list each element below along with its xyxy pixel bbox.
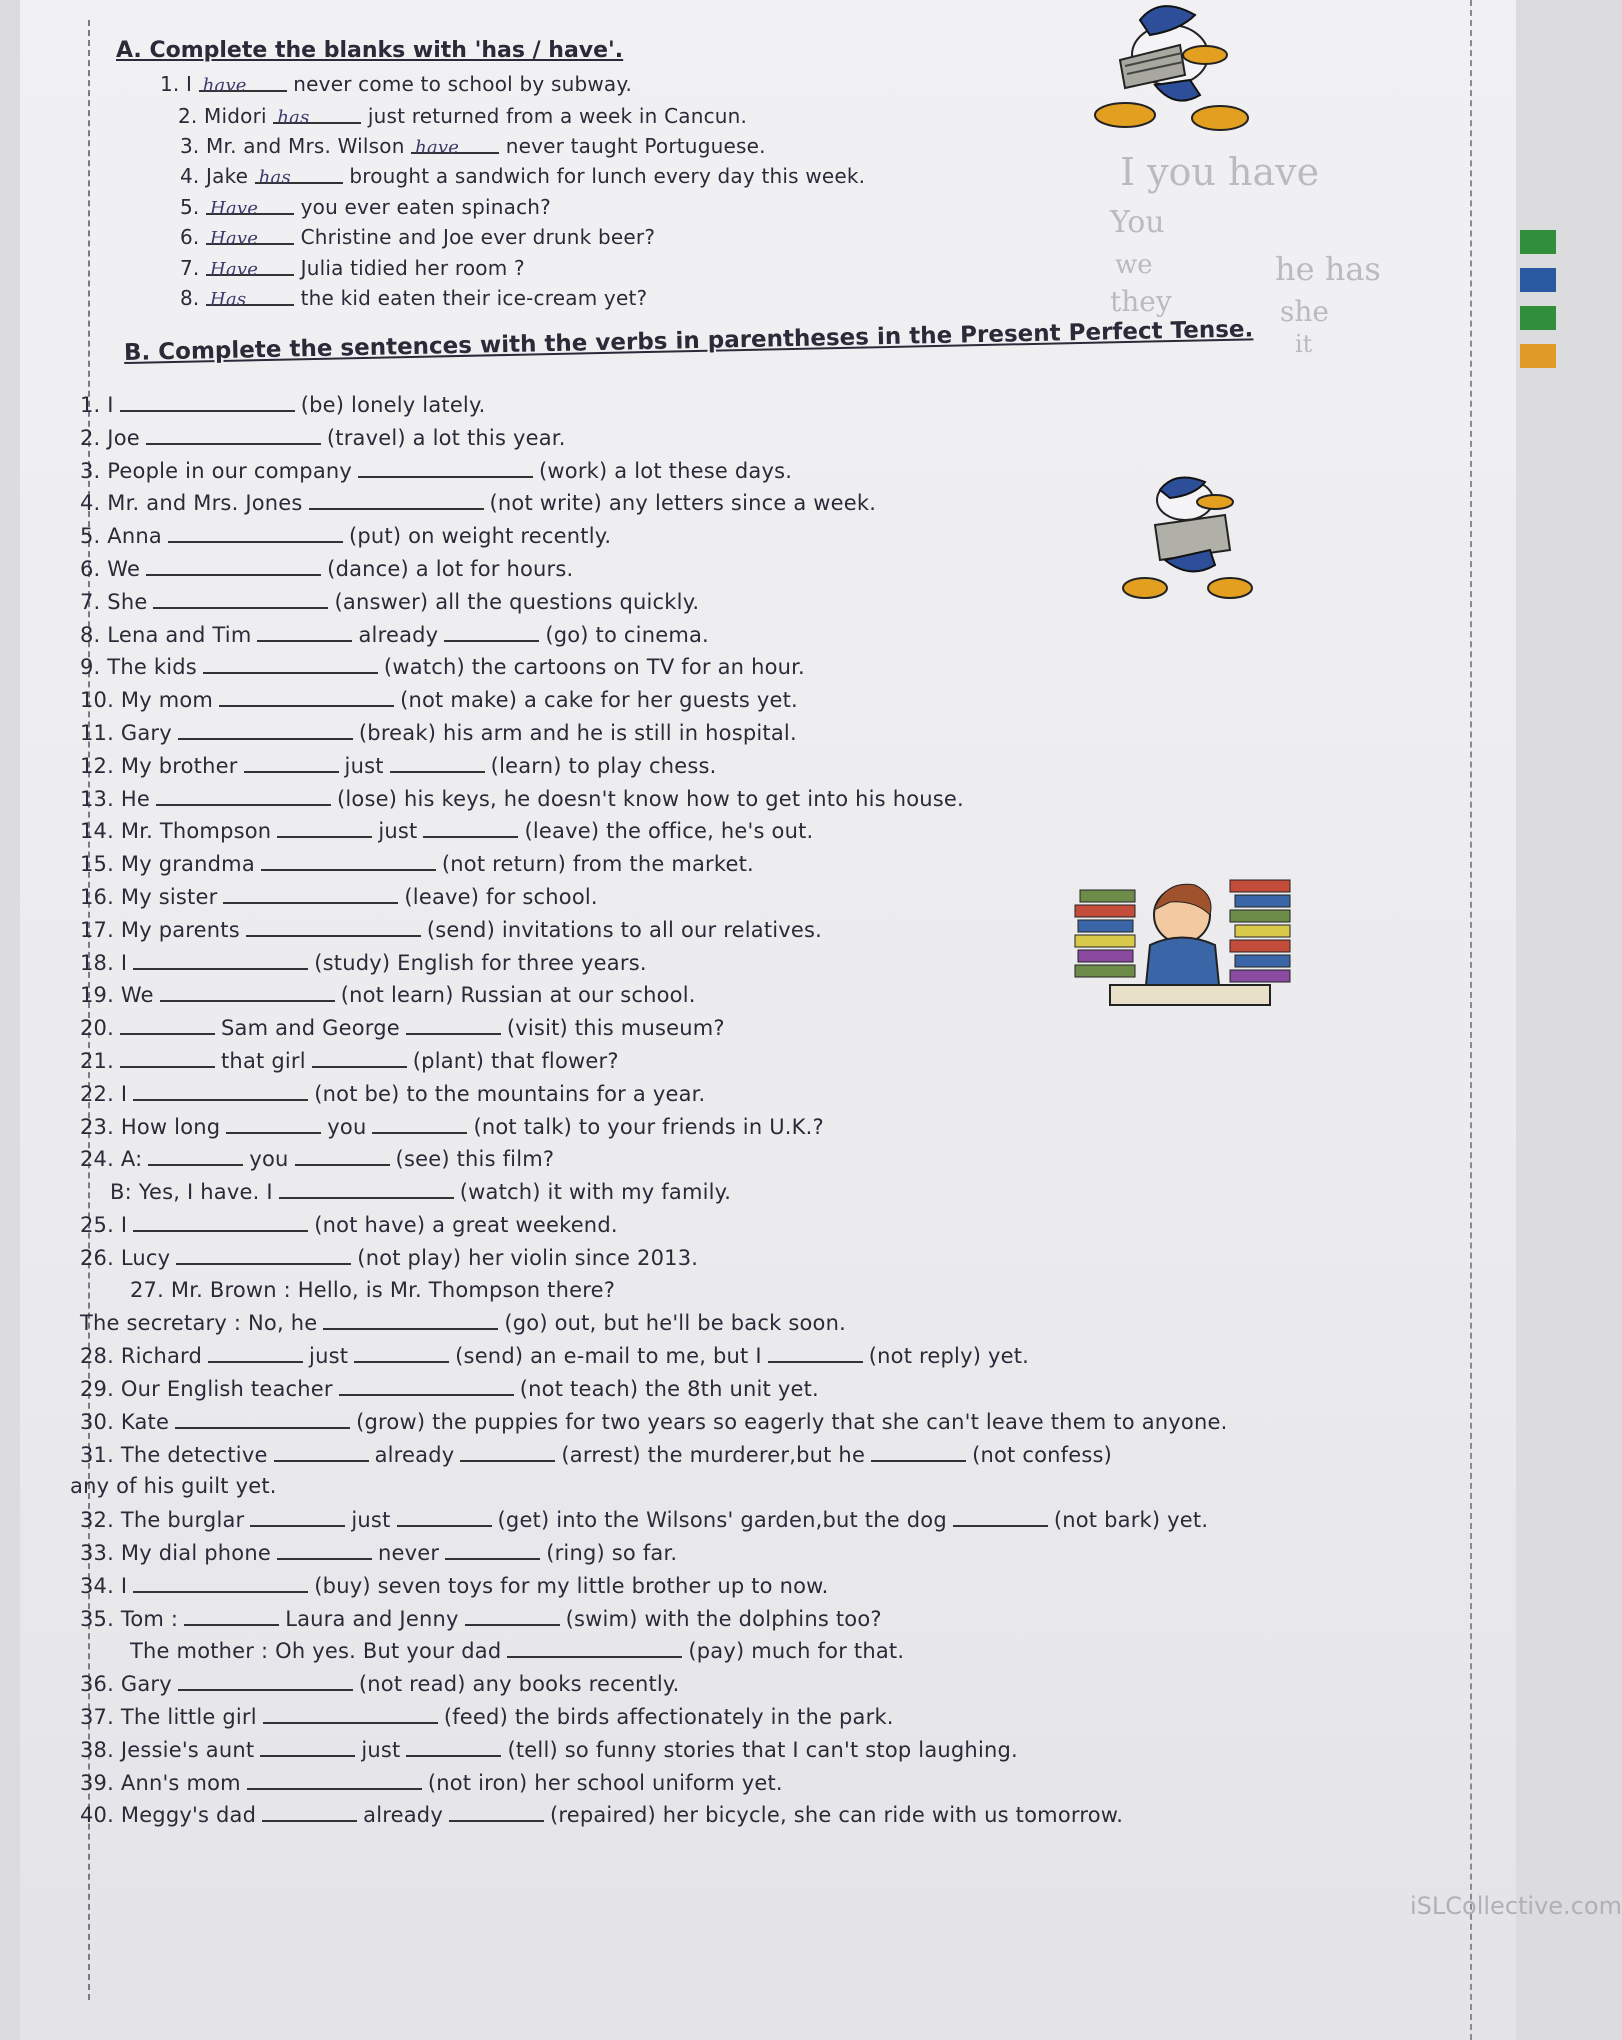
answer-blank[interactable] xyxy=(423,818,518,838)
sentence-text: 8. Lena and Tim xyxy=(80,622,252,647)
pencil-note-2: You xyxy=(1110,205,1165,240)
sentence-text: 36. Gary xyxy=(80,1672,172,1697)
section-a-item xyxy=(180,225,655,249)
answer-blank[interactable] xyxy=(277,818,372,838)
answer-blank[interactable] xyxy=(153,589,328,609)
section-b-line xyxy=(80,1704,894,1729)
pencil-note-3: we xyxy=(1115,250,1153,280)
item-number: 8. xyxy=(180,286,200,310)
sentence-text: 23. How long xyxy=(80,1114,221,1139)
answer-blank[interactable] xyxy=(178,1671,353,1691)
section-b-line xyxy=(80,589,699,614)
sentence-text: (travel) a lot this year. xyxy=(326,425,566,450)
answer-blank[interactable] xyxy=(390,753,485,773)
sentence-text: 2. Joe xyxy=(80,425,140,450)
answer-blank[interactable] xyxy=(146,425,321,445)
sentence-text: The mother : Oh yes. But your dad xyxy=(130,1639,502,1664)
sentence-text: just xyxy=(378,819,418,844)
item-number: 5. xyxy=(180,195,200,219)
answer-blank[interactable] xyxy=(507,1638,682,1658)
section-b-title: B. Complete the sentences with the verbs in parentheses in the Present Perfect Tense. xyxy=(123,316,1254,366)
answer-blank[interactable] xyxy=(339,1376,514,1396)
answer-blank[interactable] xyxy=(444,622,539,642)
section-b-line xyxy=(80,1114,824,1139)
handwritten-answer: Have xyxy=(210,259,259,280)
section-b-line xyxy=(80,982,696,1007)
answer-blank[interactable] xyxy=(411,134,499,158)
sentence-text: (leave) the office, he's out. xyxy=(524,819,814,844)
pencil-note-1: I you have xyxy=(1120,150,1320,194)
answer-blank[interactable] xyxy=(250,1507,345,1527)
item-text: you ever eaten spinach? xyxy=(300,195,551,219)
answer-blank[interactable] xyxy=(156,786,331,806)
sentence-text: any of his guilt yet. xyxy=(70,1474,277,1499)
sentence-text: never xyxy=(377,1541,440,1565)
item-subject: I xyxy=(186,72,193,96)
sentence-text: 20. xyxy=(80,1016,114,1041)
sentence-text: (not reply) yet. xyxy=(868,1344,1030,1369)
answer-blank[interactable] xyxy=(168,523,343,543)
sentence-text: 18. I xyxy=(80,950,128,975)
section-b-line xyxy=(80,720,797,745)
answer-blank[interactable] xyxy=(184,1606,279,1626)
item-number: 4. xyxy=(180,164,200,188)
answer-blank[interactable] xyxy=(871,1442,966,1462)
answer-blank[interactable] xyxy=(120,1015,215,1035)
section-b-line xyxy=(80,490,876,515)
sentence-text: (grow) the puppies for two years so eagerly that she can't leave them to anyone. xyxy=(356,1409,1228,1434)
section-b-line xyxy=(80,1442,1112,1467)
answer-blank[interactable] xyxy=(206,195,294,219)
section-b-line xyxy=(80,1770,783,1795)
sentence-text: just xyxy=(351,1508,391,1533)
answer-blank[interactable] xyxy=(460,1442,555,1462)
sentence-text: (break) his arm and he is still in hospital. xyxy=(358,721,797,745)
sentence-text: 29. Our English teacher xyxy=(80,1377,333,1401)
section-b-line xyxy=(80,1737,1018,1762)
sentence-text: (go) out, but he'll be back soon. xyxy=(504,1311,846,1336)
sentence-text: (see) this film? xyxy=(395,1147,555,1172)
sentence-text: already xyxy=(363,1803,443,1828)
answer-blank[interactable] xyxy=(199,72,287,96)
sentence-text: (work) a lot these days. xyxy=(539,458,793,483)
section-b-line xyxy=(80,917,822,942)
section-b-line xyxy=(80,1507,1208,1532)
sentence-text: (answer) all the questions quickly. xyxy=(334,589,700,614)
answer-blank[interactable] xyxy=(354,1343,449,1363)
sentence-text: 38. Jessie's aunt xyxy=(80,1737,255,1762)
sentence-text: (not confess) xyxy=(972,1442,1113,1467)
sentence-text: (be) lonely lately. xyxy=(300,393,486,417)
sentence-text: 13. He xyxy=(80,786,150,811)
sentence-text: 31. The detective xyxy=(80,1442,268,1467)
section-b-line xyxy=(80,1671,679,1696)
section-b-line xyxy=(80,1343,1029,1368)
handwritten-answer: have xyxy=(415,137,460,158)
pencil-note-6: she xyxy=(1280,295,1329,328)
item-text: just returned from a week in Cancun. xyxy=(367,104,748,128)
answer-blank[interactable] xyxy=(274,1442,369,1462)
handwritten-answer: has xyxy=(258,167,291,188)
answer-blank[interactable] xyxy=(406,1015,501,1035)
sentence-text: (buy) seven toys for my little brother up to now. xyxy=(314,1573,829,1598)
item-text: the kid eaten their ice-cream yet? xyxy=(300,286,648,310)
answer-blank[interactable] xyxy=(175,1409,350,1429)
sentence-text: 14. Mr. Thompson xyxy=(80,819,272,844)
section-b-line xyxy=(80,458,792,483)
sentence-text: (pay) much for that. xyxy=(688,1639,905,1664)
sentence-text: (visit) this museum? xyxy=(506,1016,725,1041)
sentence-text: just xyxy=(309,1344,349,1369)
sentence-text: (not read) any books recently. xyxy=(358,1672,680,1697)
worksheet-page xyxy=(20,0,1622,2040)
sentence-text: already xyxy=(374,1442,455,1467)
sentence-text: (feed) the birds affectionately in the park. xyxy=(443,1705,894,1729)
answer-blank[interactable] xyxy=(309,490,484,510)
sentence-text: (send) invitations to all our relatives. xyxy=(426,917,823,942)
watermark: iSLCollective.com xyxy=(1410,1892,1622,1920)
answer-blank[interactable] xyxy=(223,884,398,904)
sentence-text: (tell) so funny stories that I can't stop laughing. xyxy=(507,1737,1018,1762)
answer-blank[interactable] xyxy=(148,1146,243,1166)
sentence-text: 16. My sister xyxy=(80,885,218,909)
pencil-note-4: they xyxy=(1110,285,1172,318)
sentence-text: 26. Lucy xyxy=(80,1245,171,1270)
sentence-text: (not talk) to your friends in U.K.? xyxy=(473,1114,824,1139)
section-b-line xyxy=(80,1015,725,1040)
item-subject: Midori xyxy=(204,104,267,128)
answer-blank[interactable] xyxy=(206,286,294,310)
sentence-text: (leave) for school. xyxy=(404,885,598,909)
answer-blank[interactable] xyxy=(445,1540,540,1560)
answer-blank[interactable] xyxy=(244,753,339,773)
sentence-text: 1. I xyxy=(80,393,114,417)
answer-blank[interactable] xyxy=(372,1114,467,1134)
answer-blank[interactable] xyxy=(277,1540,372,1560)
answer-blank[interactable] xyxy=(768,1343,863,1363)
section-a-item xyxy=(180,134,766,158)
section-b-line xyxy=(80,1540,677,1565)
section-b-line xyxy=(80,786,964,811)
sentence-text: 28. Richard xyxy=(80,1344,203,1369)
sentence-text: 22. I xyxy=(80,1081,128,1106)
section-b-line xyxy=(80,523,611,548)
answer-blank[interactable] xyxy=(279,1179,454,1199)
sentence-text: that girl xyxy=(221,1049,306,1073)
sentence-text: Sam and George xyxy=(221,1016,400,1041)
item-number: 3. xyxy=(180,134,200,158)
sentence-text: 10. My mom xyxy=(80,688,214,713)
answer-blank[interactable] xyxy=(146,556,321,576)
sentence-text: 17. My parents xyxy=(80,917,240,942)
item-number: 2. xyxy=(178,104,198,128)
answer-blank[interactable] xyxy=(465,1606,560,1626)
section-a-title: A. Complete the blanks with 'has / have'. xyxy=(116,38,624,63)
sentence-text: The secretary : No, he xyxy=(80,1311,318,1336)
handwritten-answer: Have xyxy=(210,228,259,249)
answer-blank[interactable] xyxy=(261,851,436,871)
sentence-text: 3. People in our company xyxy=(80,458,353,483)
section-b-line xyxy=(80,687,798,712)
sentence-text: (not write) any letters since a week. xyxy=(489,491,877,516)
answer-blank[interactable] xyxy=(208,1343,303,1363)
sentence-text: (watch) the cartoons on TV for an hour. xyxy=(383,655,805,680)
item-subject: Jake xyxy=(206,164,249,188)
sentence-text: 21. xyxy=(80,1049,114,1073)
sentence-text: 32. The burglar xyxy=(80,1508,245,1533)
section-b-line xyxy=(80,1409,1227,1434)
sentence-text: just xyxy=(344,753,384,778)
section-a-item xyxy=(160,72,632,96)
item-number: 7. xyxy=(180,256,200,280)
section-b-line xyxy=(80,1081,705,1106)
answer-blank[interactable] xyxy=(133,950,308,970)
section-a-item xyxy=(178,104,747,128)
sentence-text: (dance) a lot for hours. xyxy=(327,557,574,581)
section-a-item xyxy=(180,164,865,188)
answer-blank[interactable] xyxy=(406,1737,501,1757)
item-text: never come to school by subway. xyxy=(293,72,633,96)
answer-blank[interactable] xyxy=(262,1802,357,1822)
answer-blank[interactable] xyxy=(206,225,294,249)
answer-blank[interactable] xyxy=(247,1770,422,1790)
sentence-text: (go) to cinema. xyxy=(545,622,709,647)
section-b-line xyxy=(80,950,647,975)
fold-dashed-line xyxy=(1470,0,1472,2040)
sentence-text: (study) English for three years. xyxy=(314,950,647,975)
sentence-text: (not have) a great weekend. xyxy=(314,1213,618,1237)
answer-blank[interactable] xyxy=(206,256,294,280)
answer-blank[interactable] xyxy=(133,1212,308,1232)
answer-blank[interactable] xyxy=(120,392,295,412)
sentence-text: 11. Gary xyxy=(80,721,172,745)
item-text: Julia tidied her room ? xyxy=(300,256,525,280)
answer-blank[interactable] xyxy=(160,982,335,1002)
section-a-item xyxy=(180,286,647,310)
sentence-text: 12. My brother xyxy=(80,753,238,778)
sentence-text: (get) into the Wilsons' garden,but the dog xyxy=(497,1508,947,1533)
item-text: never taught Portuguese. xyxy=(505,134,766,158)
section-b-line xyxy=(80,1146,554,1171)
sentence-text: (not be) to the mountains for a year. xyxy=(314,1081,706,1106)
sentence-text: (learn) to play chess. xyxy=(490,753,717,778)
answer-blank[interactable] xyxy=(953,1507,1048,1527)
answer-blank[interactable] xyxy=(323,1310,498,1330)
sentence-text: (watch) it with my family. xyxy=(459,1180,732,1205)
sentence-text: (not bark) yet. xyxy=(1053,1508,1209,1533)
answer-blank[interactable] xyxy=(449,1802,544,1822)
sentence-text: (plant) that flower? xyxy=(412,1049,619,1073)
answer-blank[interactable] xyxy=(397,1507,492,1527)
sentence-text: 33. My dial phone xyxy=(80,1541,271,1565)
sentence-text: 40. Meggy's dad xyxy=(80,1803,257,1828)
handwritten-answer: Has xyxy=(210,289,247,310)
sentence-text: 7. She xyxy=(80,589,148,614)
section-b-line xyxy=(80,1606,882,1631)
item-number: 1. xyxy=(160,72,180,96)
section-b-line xyxy=(80,1212,618,1237)
item-number: 6. xyxy=(180,225,200,249)
sentence-text: (repaired) her bicycle, she can ride with us tomorrow. xyxy=(549,1803,1124,1828)
section-b-line xyxy=(130,1278,615,1302)
section-b-line xyxy=(80,1376,819,1401)
answer-blank[interactable] xyxy=(273,104,361,128)
sentence-text: (not play) her violin since 2013. xyxy=(357,1245,699,1270)
handwritten-answer: have xyxy=(202,75,247,96)
section-b-line xyxy=(70,1474,277,1498)
section-b-line xyxy=(80,654,805,679)
sentence-text: (not learn) Russian at our school. xyxy=(340,983,696,1008)
pencil-note-5: he has xyxy=(1275,250,1381,288)
sentence-text: 39. Ann's mom xyxy=(80,1770,241,1795)
sentence-text: 15. My grandma xyxy=(80,852,255,877)
section-b-line xyxy=(80,425,566,450)
sentence-text: 27. Mr. Brown : Hello, is Mr. Thompson there? xyxy=(130,1277,616,1302)
margin-dashed-line xyxy=(88,20,90,2000)
sentence-text: (arrest) the murderer,but he xyxy=(561,1442,866,1467)
sentence-text: you xyxy=(327,1114,367,1139)
sentence-text: (swim) with the dolphins too? xyxy=(565,1606,882,1631)
answer-blank[interactable] xyxy=(260,1737,355,1757)
sentence-text: Laura and Jenny xyxy=(285,1606,459,1631)
sentence-text: 25. I xyxy=(80,1213,128,1237)
sentence-text: you xyxy=(249,1147,289,1172)
sentence-text: (not make) a cake for her guests yet. xyxy=(400,688,798,713)
sentence-text: 5. Anna xyxy=(80,524,162,549)
section-b-line xyxy=(80,851,754,876)
section-a-item xyxy=(180,195,551,219)
handwritten-answer: Have xyxy=(210,198,259,219)
answer-blank[interactable] xyxy=(219,687,394,707)
sentence-text: (send) an e-mail to me, but I xyxy=(455,1344,762,1369)
answer-blank[interactable] xyxy=(176,1245,351,1265)
section-b-line xyxy=(110,1179,731,1204)
section-b-line xyxy=(80,1310,846,1335)
section-b-line xyxy=(80,1802,1123,1827)
sentence-text: 34. I xyxy=(80,1573,128,1598)
answer-blank[interactable] xyxy=(295,1146,390,1166)
answer-blank[interactable] xyxy=(120,1048,215,1068)
sentence-text: (not iron) her school uniform yet. xyxy=(427,1770,783,1795)
sentence-text: (ring) so far. xyxy=(546,1541,678,1565)
section-b-line xyxy=(80,1573,828,1598)
sentence-text: just xyxy=(361,1737,401,1762)
section-b-line xyxy=(80,622,709,647)
section-b-line xyxy=(80,884,598,909)
sentence-text: 9. The kids xyxy=(80,655,197,680)
section-b-line xyxy=(80,1245,698,1270)
section-b-line xyxy=(80,753,717,778)
answer-blank[interactable] xyxy=(246,917,421,937)
answer-blank[interactable] xyxy=(133,1081,308,1101)
section-b-line xyxy=(80,392,485,417)
duck-reading-illustration xyxy=(1115,470,1265,610)
sentence-text: 37. The little girl xyxy=(80,1705,257,1729)
sentence-text: (not teach) the 8th unit yet. xyxy=(519,1377,819,1401)
item-text: Christine and Joe ever drunk beer? xyxy=(300,225,656,249)
sentence-text: 4. Mr. and Mrs. Jones xyxy=(80,491,303,516)
duck-with-books-illustration xyxy=(1080,0,1250,140)
section-a-item xyxy=(180,256,525,280)
item-subject: Mr. and Mrs. Wilson xyxy=(206,134,405,158)
handwritten-answer: has xyxy=(277,107,310,128)
section-b-line xyxy=(80,556,573,581)
student-with-books-illustration xyxy=(1070,870,1310,1020)
sentence-text: (put) on weight recently. xyxy=(348,524,612,549)
pencil-note-7: it xyxy=(1295,330,1313,358)
sentence-text: already xyxy=(358,622,439,647)
answer-blank[interactable] xyxy=(358,458,533,478)
sentence-text: 19. We xyxy=(80,983,154,1008)
answer-blank[interactable] xyxy=(263,1704,438,1724)
sentence-text: 24. A: xyxy=(80,1147,143,1172)
answer-blank[interactable] xyxy=(133,1573,308,1593)
section-b-line xyxy=(80,1048,619,1073)
section-b-line xyxy=(130,1638,904,1663)
answer-blank[interactable] xyxy=(178,720,353,740)
sentence-text: (lose) his keys, he doesn't know how to get into his house. xyxy=(336,786,964,811)
answer-blank[interactable] xyxy=(226,1114,321,1134)
answer-blank[interactable] xyxy=(203,654,378,674)
sentence-text: B: Yes, I have. I xyxy=(110,1180,273,1205)
item-text: brought a sandwich for lunch every day this week. xyxy=(349,164,866,188)
answer-blank[interactable] xyxy=(255,164,343,188)
decorative-stripes xyxy=(1520,230,1556,382)
answer-blank[interactable] xyxy=(312,1048,407,1068)
answer-blank[interactable] xyxy=(257,622,352,642)
sentence-text: 6. We xyxy=(80,557,141,581)
sentence-text: 35. Tom : xyxy=(80,1606,179,1631)
section-b-line xyxy=(80,818,813,843)
sentence-text: 30. Kate xyxy=(80,1409,170,1434)
sentence-text: (not return) from the market. xyxy=(441,852,754,877)
